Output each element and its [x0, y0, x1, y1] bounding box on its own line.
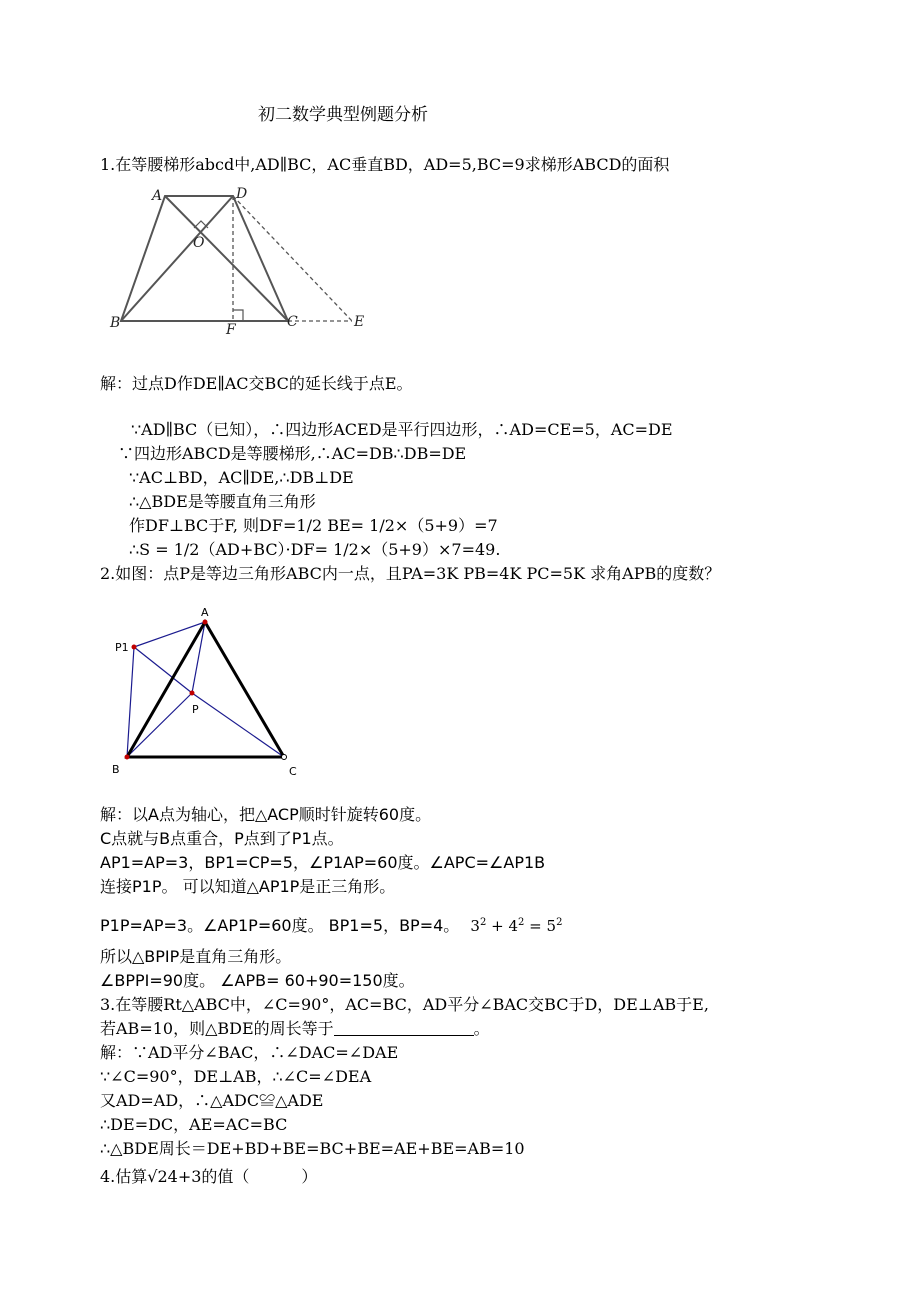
- q1-solution-line-5: ∴△BDE是等腰直角三角形: [129, 492, 316, 511]
- label-a: A: [152, 188, 163, 204]
- label-b: B: [110, 315, 121, 331]
- q2-question: 2.如图：点P是等边三角形ABC内一点，且PA=3K PB=4K PC=5K 求角APB的度数？: [100, 564, 721, 583]
- q1-question: 1.在等腰梯形abcd中,AD∥BC，AC垂直BD，AD=5,BC=9求梯形ABCD的面积: [100, 155, 670, 174]
- label-a: A: [201, 606, 209, 619]
- q2-solution-line-7: ∠BPPI=90度。 ∠APB= 60+90=150度。: [100, 971, 415, 990]
- label-e: E: [354, 314, 365, 330]
- q1-solution-line-1: 解：过点D作DE∥AC交BC的延长线于点E。: [100, 374, 413, 393]
- label-p: P: [192, 703, 199, 716]
- q2-solution-line-5-text: P1P=AP=3。∠AP1P=60度。 BP1=5，BP=4。: [100, 916, 460, 935]
- triangle-abc: [127, 622, 284, 757]
- answer-blank: [334, 1021, 474, 1036]
- q3-question-line-2: 若AB=10，则△BDE的周长等于 。: [100, 1019, 490, 1038]
- q1-solution-line-3: ∵四边形ABCD是等腰梯形,∴AC=DB∴DB=DE: [118, 444, 467, 463]
- pythagorean-formula: $3^2 + 4^2 = 5^2$: [470, 917, 563, 935]
- q3-solution-line-4: ∴DE=DC，AE=AC=BC: [100, 1115, 288, 1134]
- q2-solution-line-1: 解：以A点为轴心，把△ACP顺时针旋转60度。: [100, 805, 432, 824]
- page-title: 初二数学典型例题分析: [258, 105, 428, 125]
- label-c: C: [289, 765, 297, 778]
- segment-p1p: [134, 647, 192, 693]
- q1-solution-line-2: ∵AD∥BC（已知），∴四边形ACED是平行四边形，∴AD=CE=5，AC=DE: [131, 420, 673, 439]
- label-p1: P1: [115, 641, 129, 654]
- label-b: B: [112, 763, 120, 776]
- label-o: O: [193, 235, 205, 251]
- label-c: C: [287, 314, 298, 330]
- q3-solution-line-3: 又AD=AD，∴△ADC≌△ADE: [100, 1091, 324, 1110]
- q3-question-line-1: 3.在等腰Rt△ABC中，∠C=90°，AC=BC，AD平分∠BAC交BC于D，DE⊥AB于E,: [100, 995, 709, 1014]
- label-d: D: [236, 186, 248, 202]
- q2-solution-line-2: C点就与B点重合，P点到了P1点。: [100, 829, 344, 848]
- q3-solution-line-5: ∴△BDE周长＝DE+BD+BE=BC+BE=AE+BE=AB=10: [100, 1139, 525, 1158]
- label-f: F: [226, 322, 236, 338]
- q2-solution-line-6: 所以△BPIP是直角三角形。: [100, 947, 292, 966]
- segment-cp: [192, 693, 284, 757]
- q3-solution-line-1: 解：∵AD平分∠BAC，∴∠DAC=∠DAE: [100, 1043, 399, 1062]
- q2-solution-line-4: 连接P1P。 可以知道△AP1P是正三角形。: [100, 877, 396, 896]
- q2-solution-line-3: AP1=AP=3，BP1=CP=5，∠P1AP=60度。∠APC=∠AP1B: [100, 853, 546, 872]
- q3-solution-line-2: ∵∠C=90°，DE⊥AB，∴∠C=∠DEA: [100, 1067, 372, 1086]
- q1-solution-line-6: 作DF⊥BC于F, 则DF=1/2 BE= 1/2×（5+9）=7: [129, 516, 498, 535]
- q1-solution-line-4: ∵AC⊥BD，AC∥DE,∴DB⊥DE: [129, 468, 354, 487]
- q4-question: 4.估算√24+3的值（ ）: [100, 1167, 318, 1186]
- q2-solution-line-5: [100, 913, 562, 936]
- q1-solution-line-7: ∴S = 1/2（AD+BC）·DF= 1/2×（5+9）×7=49.: [129, 540, 501, 559]
